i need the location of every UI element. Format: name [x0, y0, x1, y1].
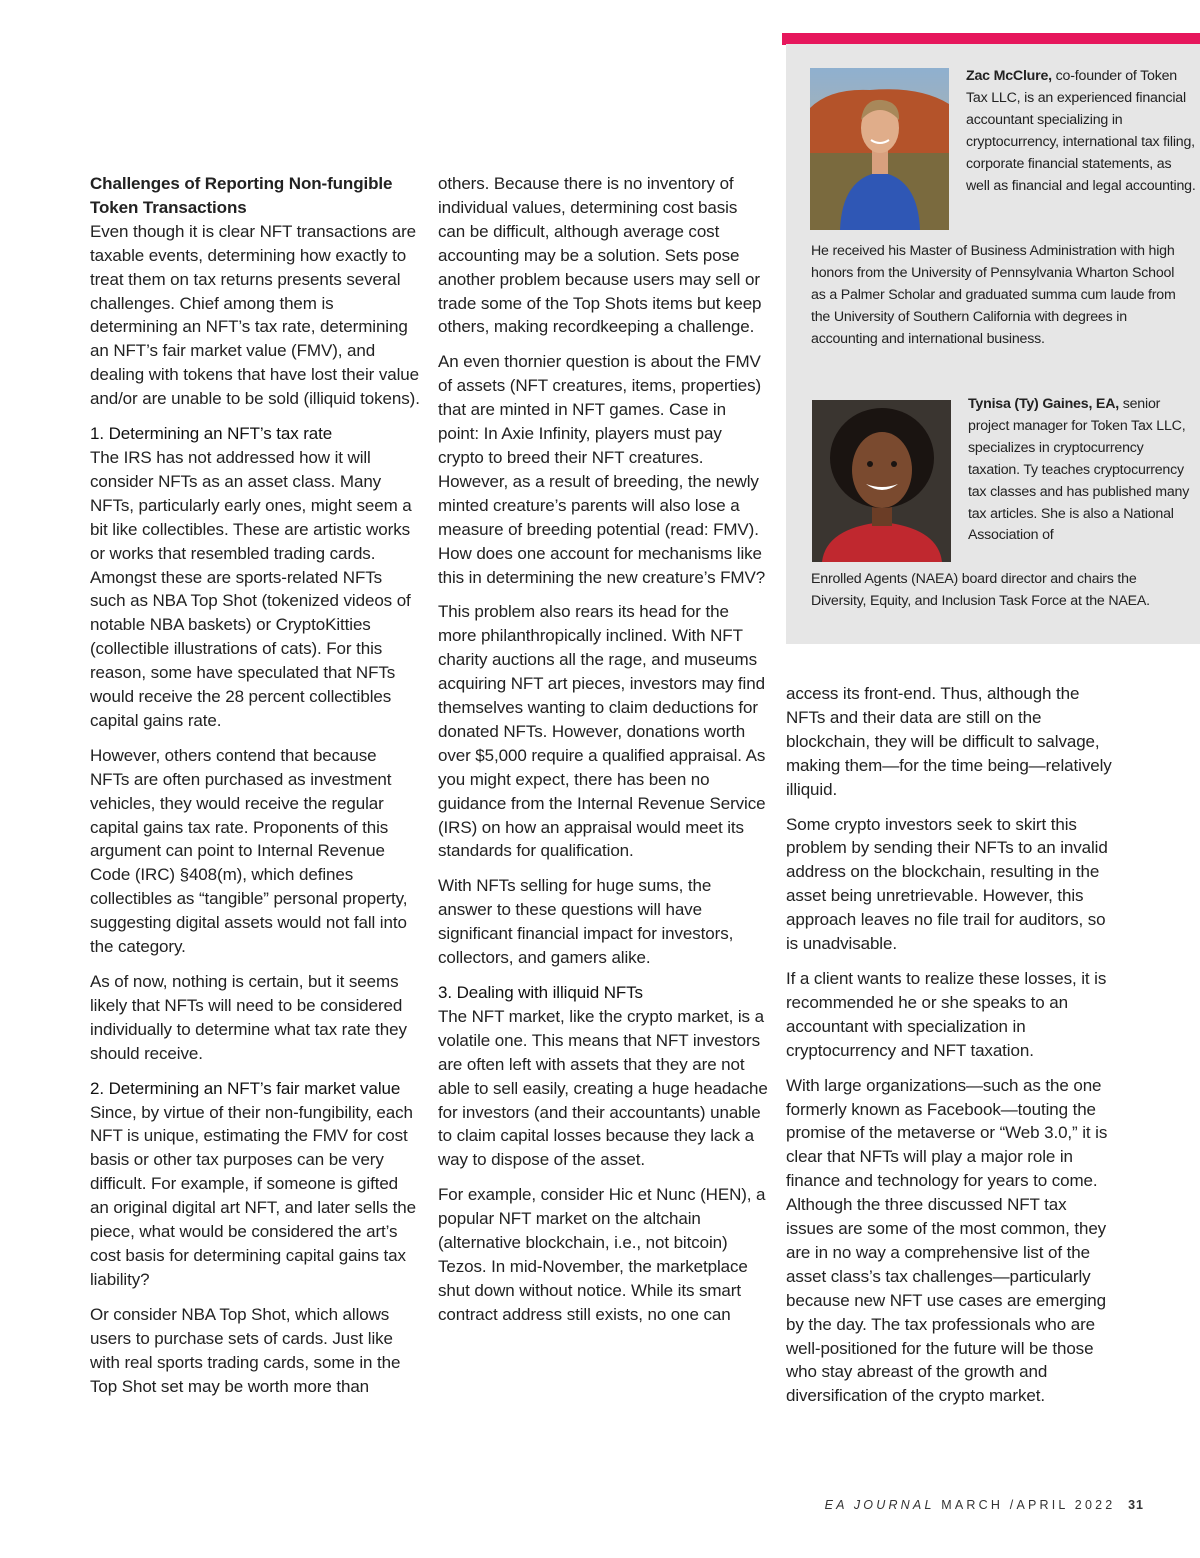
- article-column-1: [90, 172, 420, 1409]
- paragraph: Some crypto investors seek to skirt this problem by sending their NFTs to an invalid address on the blockchain, resulting in the asset being unretrievable. However, this approach leaves no file trail for auditors, so is unadvisable.: [786, 814, 1108, 954]
- article-column-2: [438, 172, 768, 1338]
- author-photo-zac: [810, 68, 949, 230]
- bio-name: Zac McClure,: [966, 68, 1052, 84]
- bio-zac-continued: He received his Master of Business Administration with high honors from the University of Pennsylvania Wharton School as a Palmer Scholar and graduated summa cum laude from the University of Southern California with degrees in accounting and international business.: [811, 243, 1176, 347]
- bio-text: senior project manager for Token Tax LLC, specializes in cryptocurrency taxation. Ty teaches cryptocurrency tax classes and has published many tax articles. She is also a National Association of: [968, 396, 1190, 544]
- paragraph: With NFTs selling for huge sums, the answer to these questions will have significant financial impact for investors, collectors, and gamers alike.: [438, 876, 734, 968]
- paragraph: With large organizations—such as the one formerly known as Facebook—touting the promise of the metaverse or “Web 3.0,” it is clear that NFTs will play a major role in finance and technology for years to come. Although the three discussed NFT tax issues are some of the most common, they are in no way a comprehensive list of the asset class’s tax challenges—particularly because new NFT use cases are emerging by the day. The tax professionals who are well-positioned for the future will be those who stay abreast of the growth and diversification of the crypto market.: [786, 1075, 1108, 1406]
- paragraph: This problem also rears its head for the more philanthropically inclined. With NFT charity auctions all the rage, and museums acquiring NFT art pieces, investors may find themselves wanting to claim deductions for donated NFTs. However, donations worth over $5,000 require a qualified appraisal. As you might expect, there has been no guidance from the Internal Revenue Service (IRS) on how an appraisal would meet its standards for qualification.: [438, 602, 766, 861]
- paragraph: Or consider NBA Top Shot, which allows users to purchase sets of cards. Just like with real sports trading cards, some in the Top Shot set may be worth more than: [90, 1304, 401, 1396]
- paragraph: others. Because there is no inventory of individual values, determining cost basis can be difficult, although average cost accounting may be a solution. Sets pose another problem because users may sell or trade some of the Top Shots items but keep others, making recordkeeping a challenge.: [438, 174, 762, 337]
- paragraph: An even thornier question is about the FMV of assets (NFT creatures, items, properties) that are minted in NFT games. Case in point: In Axie Infinity, players must pay crypto to breed their NFT creatures. However, as a result of breeding, the newly minted creature’s parents will also lose a measure of breeding potential (read: FMV). How does one account for mechanisms like this in determining the new creature’s FMV?: [438, 352, 766, 587]
- paragraph: For example, consider Hic et Nunc (HEN), a popular NFT market on the altchain (alternative blockchain, i.e., not bitcoin) Tezos. In mid-November, the marketplace shut down without notice. While its smart contract address still exists, no one can: [438, 1185, 766, 1324]
- paragraph: access its front-end. Thus, although the NFTs and their data are still on the blockchain, they will be difficult to salvage, making them—for the time being—relatively illiquid.: [786, 684, 1112, 799]
- paragraph: The NFT market, like the crypto market, is a volatile one. This means that NFT investors are often left with assets that they are not able to sell easily, creating a huge headache for investors (and their accountants) unable to claim capital losses because they lack a way to dispose of the asset.: [438, 1006, 768, 1170]
- page-footer: [825, 1498, 1144, 1512]
- subheading-fmv: 2. Determining an NFT’s fair market value: [90, 1078, 401, 1098]
- paragraph: As of now, nothing is certain, but it seems likely that NFTs will need to be considered individually to determine what tax rate they should receive.: [90, 972, 407, 1063]
- bio-text: co-founder of Token Tax LLC, is an experienced financial accountant specializing in cryptocurrency, international tax filing, corporate financial statements, as well as financial and legal accounting.: [966, 68, 1196, 194]
- section-heading: Challenges of Reporting Non-fungible Token Transactions: [90, 174, 393, 217]
- paragraph: Since, by virtue of their non-fungibility, each NFT is unique, estimating the FMV for cost basis or other tax purposes can be very difficult. For example, if someone is gifted an original digital art NFT, and later sells the piece, what would be considered the art’s cost basis for determining capital gains tax liability?: [90, 1102, 416, 1289]
- paragraph: If a client wants to realize these losses, it is recommended he or she speaks to an accountant with specialization in cryptocurrency and NFT taxation.: [786, 968, 1107, 1060]
- bio-tynisa-continued: Enrolled Agents (NAEA) board director and chairs the Diversity, Equity, and Inclusion Task Force at the NAEA.: [811, 571, 1150, 609]
- bio-name: Tynisa (Ty) Gaines, EA,: [968, 396, 1119, 412]
- subheading-illiquid: 3. Dealing with illiquid NFTs: [438, 983, 643, 1002]
- paragraph: Even though it is clear NFT transactions are taxable events, determining how exactly to treat them on tax returns presents several challenges. Chief among them is determining an NFT’s tax rate, determining an NFT’s fair market value (FMV), and dealing with tokens that have lost their value and/or are unable to be sold (illiquid tokens).: [90, 221, 420, 409]
- subheading-tax-rate: 1. Determining an NFT’s tax rate: [90, 424, 333, 444]
- publication-name: EA JOURNAL: [824, 1498, 935, 1512]
- page-number: 31: [1128, 1498, 1144, 1512]
- paragraph: However, others contend that because NFTs are often purchased as investment vehicles, they would receive the regular capital gains tax rate. Proponents of this argument can point to Internal Revenue Code (IRC) §408(m), which defines collectibles as “tangible” personal property, suggesting digital assets would not fall into the category.: [90, 745, 408, 957]
- author-photo-tynisa: [812, 400, 951, 562]
- article-column-3: [786, 682, 1116, 1419]
- bio-zac-side: [966, 66, 1196, 197]
- issue-date: MARCH /APRIL 2022: [941, 1498, 1116, 1512]
- paragraph: The IRS has not addressed how it will consider NFTs as an asset class. Many NFTs, particularly early ones, might seem a bit like collectibles. These are artistic works or works that resembled trading cards. Amongst these are sports-related NFTs such as NBA Top Shot (tokenized videos of notable NBA baskets) or CryptoKitties (collectible illustrations of cats). For this reason, some have speculated that NFTs would receive the 28 percent collectibles capital gains rate.: [90, 447, 412, 730]
- bio-tynisa-side: [968, 394, 1198, 547]
